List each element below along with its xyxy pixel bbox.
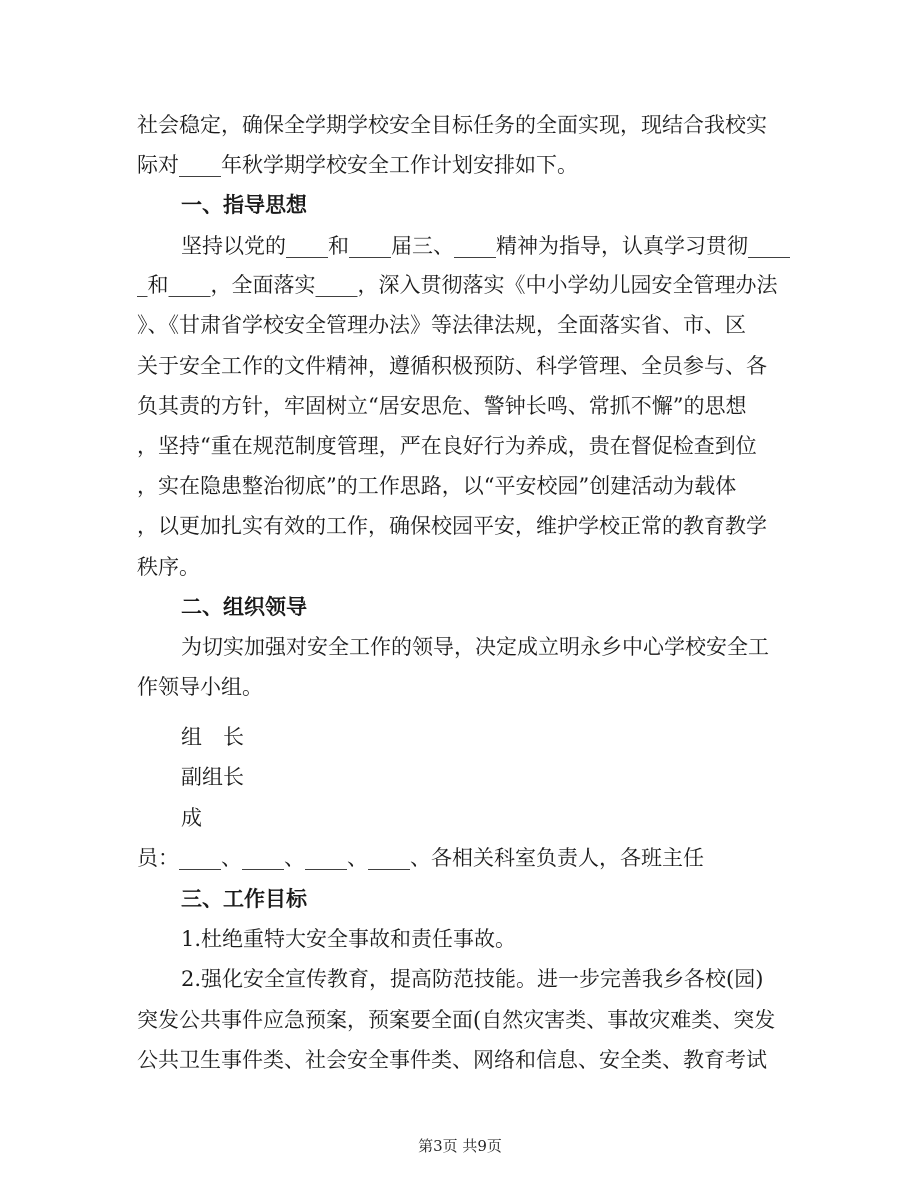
paragraph-line: 关于安全工作的文件精神，遵循积极预防、科学管理、全员参与、各 bbox=[137, 354, 767, 378]
paragraph-line: 为切实加强对安全工作的领导，决定成立明永乡中心学校安全工 bbox=[181, 635, 769, 659]
paragraph-line: _和____，全面落实____，深入贯彻落实《中小学幼儿园安全管理办法 bbox=[137, 273, 778, 297]
paragraph-line: 坚持以党的____和____届三、____精神为指导，认真学习贯彻____ bbox=[181, 234, 790, 258]
role-deputy-leader: 副组长 bbox=[181, 765, 244, 789]
paragraph-line: 》、《甘肃省学校安全管理办法》等法律法规，全面落实省、市、区 bbox=[137, 313, 746, 337]
role-leader: 组 长 bbox=[181, 725, 244, 749]
paragraph-line: 社会稳定，确保全学期学校安全目标任务的全面实现，现结合我校实 bbox=[137, 113, 767, 137]
paragraph-line: 际对____年秋学期学校安全工作计划安排如下。 bbox=[137, 153, 578, 177]
paragraph-line: 作领导小组。 bbox=[137, 675, 263, 699]
paragraph-line: ，以更加扎实有效的工作，确保校园平安，维护学校正常的教育教学 bbox=[137, 514, 767, 538]
paragraph-line: ，实在隐患整治彻底”的工作思路，以“平安校园”创建活动为载体 bbox=[137, 474, 737, 498]
goal-item-1: 1.杜绝重特大安全事故和责任事故。 bbox=[181, 927, 517, 951]
section-heading-organization: 二、组织领导 bbox=[181, 594, 307, 619]
paragraph-line: 秩序。 bbox=[137, 555, 200, 579]
paragraph-line: 公共卫生事件类、社会安全事件类、网络和信息、安全类、教育考试 bbox=[137, 1048, 767, 1072]
paragraph-line: 突发公共事件应急预案，预案要全面(自然灾害类、事故灾难类、突发 bbox=[137, 1008, 776, 1032]
paragraph-line: ，坚持“重在规范制度管理，严在良好行为养成，贵在督促检查到位 bbox=[137, 434, 757, 458]
paragraph-line: 负其责的方针，牢固树立“居安思危、警钟长鸣、常抓不懈”的思想 bbox=[137, 394, 747, 418]
page-number-footer: 第3页 共9页 bbox=[418, 1137, 502, 1155]
section-heading-work-goals: 三、工作目标 bbox=[181, 886, 307, 911]
section-heading-guiding-thought: 一、指导思想 bbox=[181, 192, 307, 217]
members-list: 员：____、____、____、____、各相关科室负责人，各班主任 bbox=[137, 846, 704, 870]
role-members-label: 成 bbox=[181, 806, 202, 830]
goal-item-2: 2.强化安全宣传教育，提高防范技能。进一步完善我乡各校(园) bbox=[181, 967, 764, 991]
